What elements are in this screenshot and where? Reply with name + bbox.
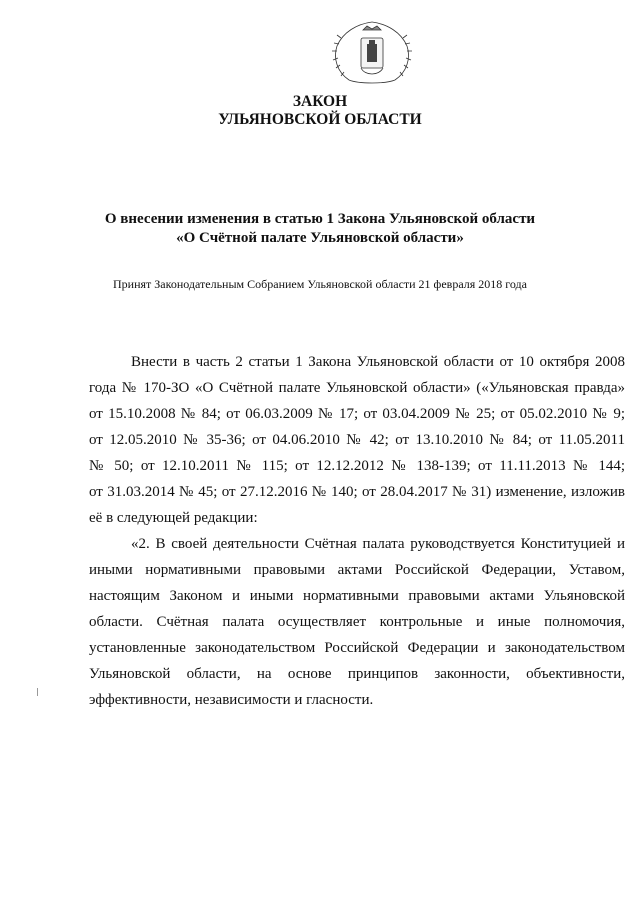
coat-of-arms-icon <box>327 18 417 86</box>
body-line: от 12.05.2010 № 35-36; от 04.06.2010 № 42; от 13.10.2010 № 84; от 11.05.2011 <box>89 432 625 448</box>
law-subject <box>0 210 640 248</box>
subject-line1: О внесении изменения в статью 1 Закона Ульяновской области <box>104 211 536 227</box>
subject-line2: «О Счётной палате Ульяновской области» <box>176 230 464 246</box>
body-line: её в следующей редакции: <box>89 510 258 526</box>
law-title-line2: УЛЬЯНОВСКОЙ ОБЛАСТИ <box>218 111 422 128</box>
law-body <box>89 349 625 713</box>
law-title <box>0 93 640 129</box>
body-line: № 50; от 12.10.2011 № 115; от 12.12.2012 № 138-139; от 11.11.2013 № 144; <box>89 458 625 474</box>
body-line: от 31.03.2014 № 45; от 27.12.2016 № 140; от 28.04.2017 № 31) изменение, изложив <box>89 484 625 500</box>
adoption-note: Принят Законодательным Собранием Ульяновской области 21 февраля 2018 года <box>113 277 527 291</box>
law-title-line1: ЗАКОН <box>292 93 348 110</box>
body-line: установленные законодательством Российской Федерации и законодательством <box>89 640 625 656</box>
body-line: от 15.10.2008 № 84; от 06.03.2009 № 17; от 03.04.2009 № 25; от 05.02.2010 № 9; <box>89 406 625 422</box>
body-line: Внести в часть 2 статьи 1 Закона Ульяновской области от 10 октября 2008 <box>131 354 625 370</box>
body-line: Ульяновской области, на основе принципов законности, объективности, <box>89 666 625 682</box>
body-line: настоящим Законом и иными нормативными правовыми актами Ульяновской <box>89 588 625 604</box>
body-line: эффективности, независимости и гласности. <box>89 692 374 708</box>
body-line: области. Счётная палата осуществляет контрольные и иные полномочия, <box>89 614 625 630</box>
body-line: иными нормативными правовыми актами Российской Федерации, Уставом, <box>89 562 625 578</box>
scan-mark <box>37 688 38 696</box>
body-line: года № 170-ЗО «О Счётной палате Ульяновской области» («Ульяновская правда» <box>89 380 625 396</box>
body-line: «2. В своей деятельности Счётная палата руководствуется Конституцией и <box>131 536 625 552</box>
